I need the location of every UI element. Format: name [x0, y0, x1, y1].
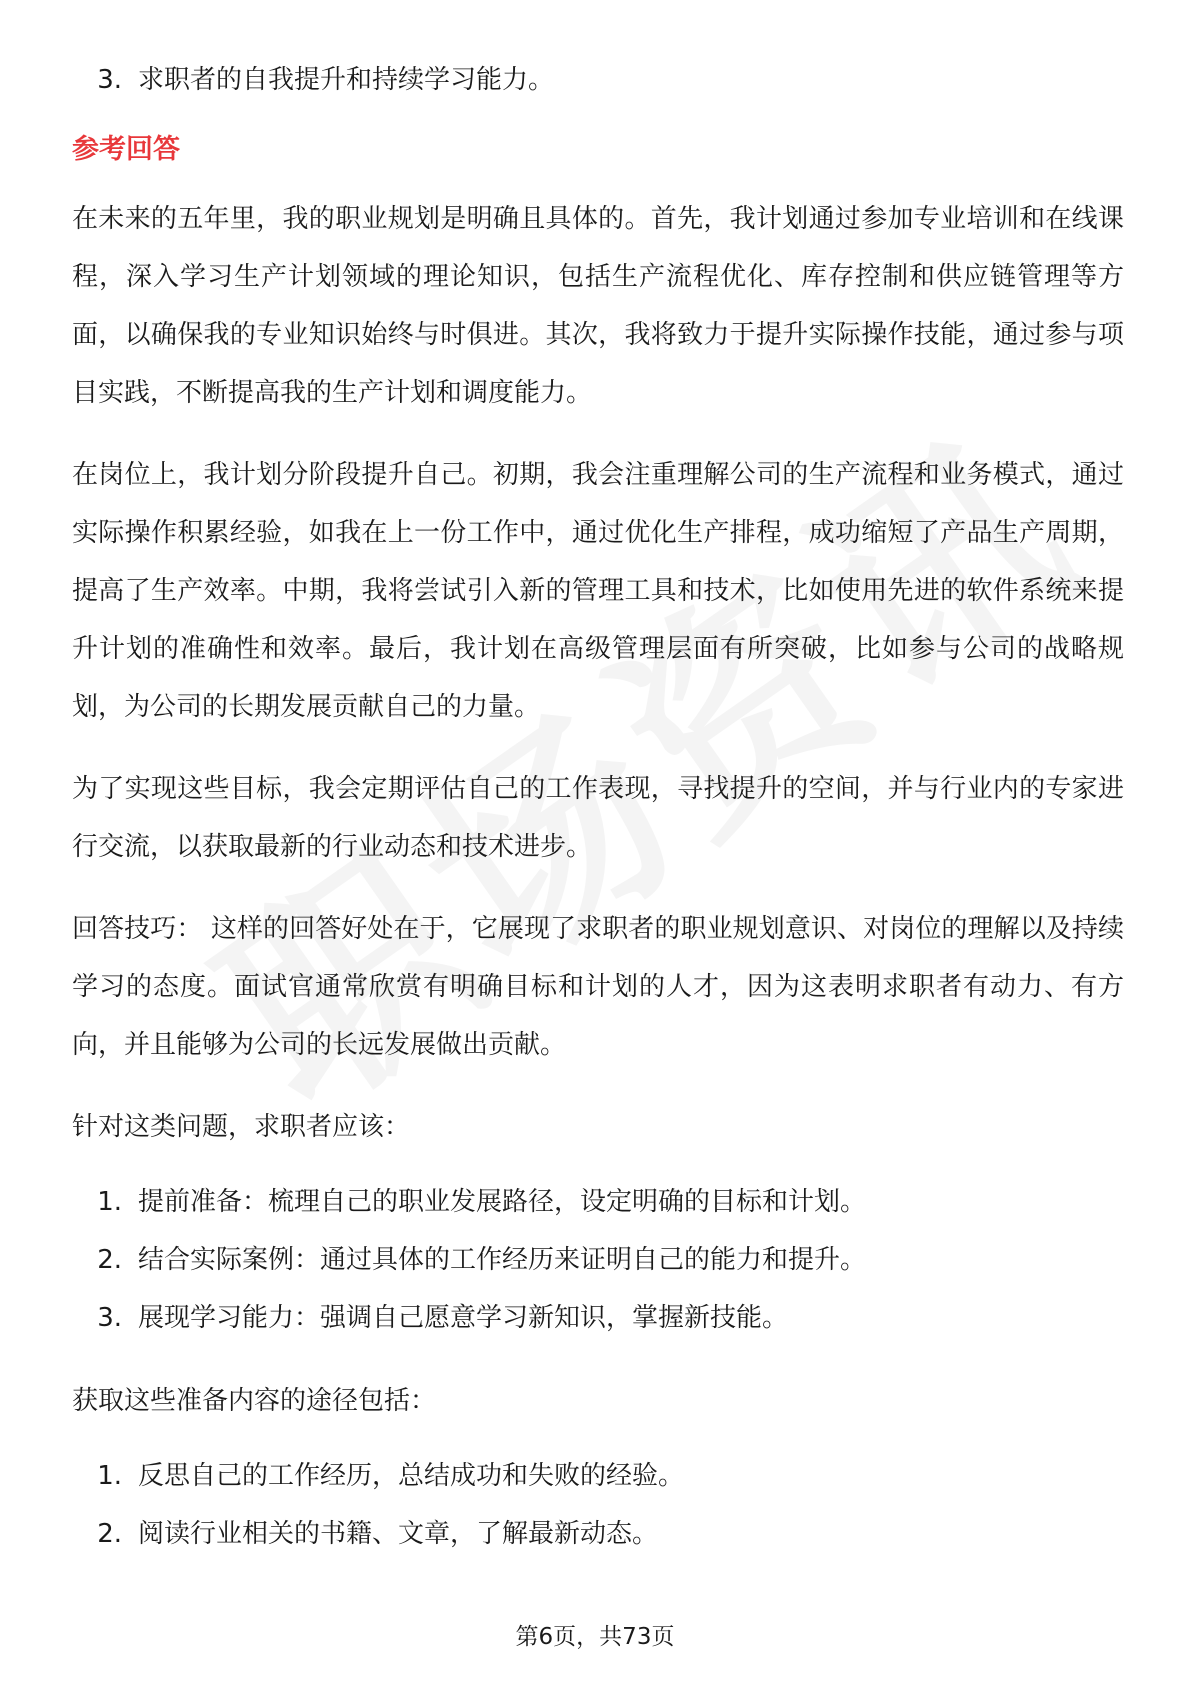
list-item-text: 反思自己的工作经历，总结成功和失败的经验。	[138, 1461, 685, 1491]
list-item	[72, 60, 1124, 100]
list-item	[72, 1456, 1124, 1496]
list-item	[72, 1240, 1124, 1280]
list-item-text: 展现学习能力：强调自己愿意学习新知识，掌握新技能。	[138, 1303, 789, 1333]
section-title: 参考回答	[72, 134, 180, 165]
list-item-text: 提前准备：梳理自己的职业发展路径，设定明确的目标和计划。	[138, 1187, 867, 1217]
list-item-number: 3.	[97, 1303, 122, 1333]
list-item	[72, 1182, 1124, 1222]
answer-paragraph-3: 为了实现这些目标，我会定期评估自己的工作表现，寻找提升的空间，并与行业内的专家进行交流，以获取最新的行业动态和技术进步。	[72, 774, 1124, 862]
list-item-number: 2.	[97, 1519, 122, 1549]
list-item-number: 1.	[97, 1461, 122, 1491]
list-item-text: 阅读行业相关的书籍、文章，了解最新动态。	[138, 1519, 659, 1549]
list-item-number: 3.	[97, 65, 122, 95]
ways-list	[72, 1456, 1124, 1554]
list-item	[72, 1514, 1124, 1554]
list-item-number: 1.	[97, 1187, 122, 1217]
list-item	[72, 1298, 1124, 1338]
list-item-number: 2.	[97, 1245, 122, 1275]
should-intro: 针对这类问题，求职者应该：	[72, 1112, 411, 1142]
page-footer: 第6页，共73页	[515, 1624, 675, 1650]
list-item-text: 求职者的自我提升和持续学习能力。	[138, 65, 555, 95]
ways-intro: 获取这些准备内容的途径包括：	[72, 1386, 437, 1416]
answer-paragraph-2: 在岗位上，我计划分阶段提升自己。初期，我会注重理解公司的生产流程和业务模式，通过实际操作积累经验，如我在上一份工作中，通过优化生产排程，成功缩短了产品生产周期，提高了生产效率。中期，我将尝试引入新的管理工具和技术，比如使用先进的软件系统来提升计划的准确性和效率。最后，我计划在高级管理层面有所突破，比如参与公司的战略规划，为公司的长期发展贡献自己的力量。	[72, 460, 1124, 722]
answer-paragraph-1: 在未来的五年里，我的职业规划是明确且具体的。首先，我计划通过参加专业培训和在线课程，深入学习生产计划领域的理论知识，包括生产流程优化、库存控制和供应链管理等方面，以确保我的专业知识始终与时俱进。其次，我将致力于提升实际操作技能，通过参与项目实践，不断提高我的生产计划和调度能力。	[72, 204, 1124, 408]
page-content	[72, 60, 1124, 1554]
should-list	[72, 1182, 1124, 1338]
tips-paragraph: 回答技巧： 这样的回答好处在于，它展现了求职者的职业规划意识、对岗位的理解以及持续学习的态度。面试官通常欣赏有明确目标和计划的人才，因为这表明求职者有动力、有方向，并且能够为公司的长远发展做出贡献。	[72, 914, 1124, 1060]
top-list	[72, 60, 1124, 100]
list-item-text: 结合实际案例：通过具体的工作经历来证明自己的能力和提升。	[138, 1245, 867, 1275]
